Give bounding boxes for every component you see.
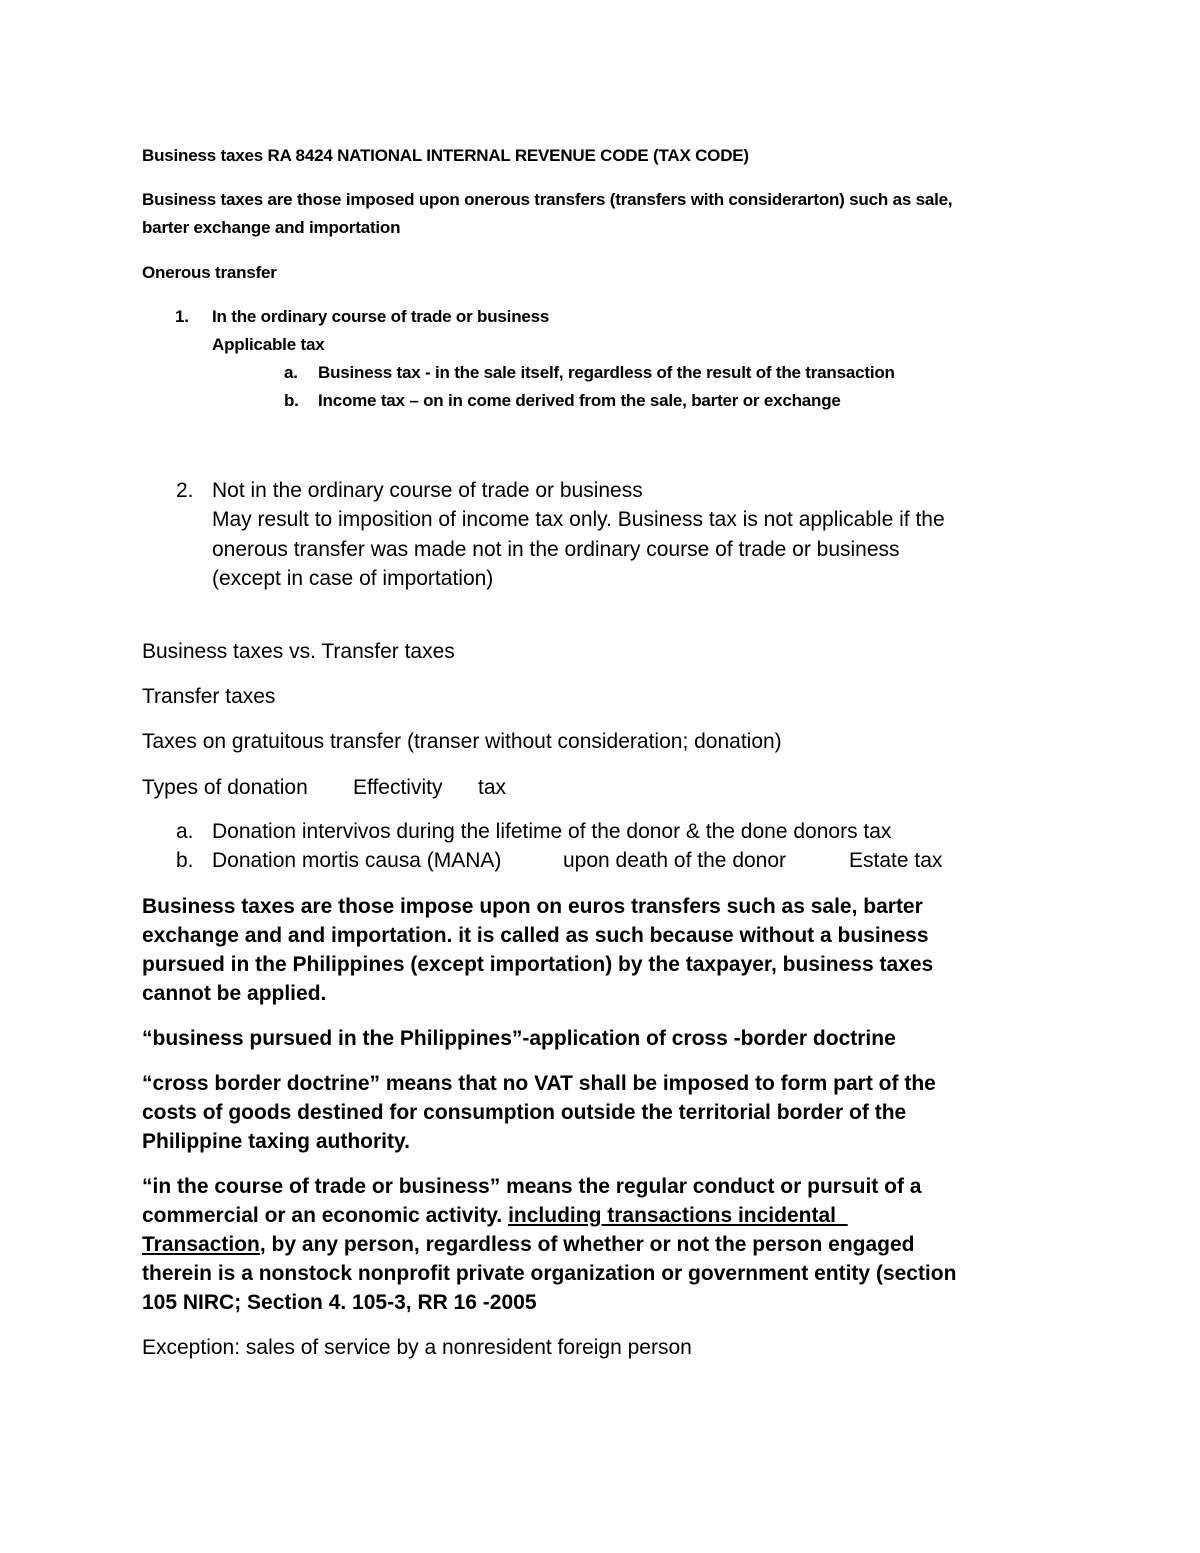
intro-line-2: barter exchange and importation: [142, 218, 401, 237]
item2-line-2: onerous transfer was made not in the ordinary course of trade or business: [212, 538, 900, 561]
bold-para4-line3-underlined: Transaction: [142, 1233, 260, 1256]
vs-heading: Business taxes vs. Transfer taxes: [142, 640, 455, 663]
bold-para4-line4: therein is a nonstock nonprofit private organization or government entity (section: [142, 1262, 957, 1285]
bold-para3-line1: “cross border doctrine” means that no VAT shall be imposed to form part of the: [142, 1072, 936, 1095]
bold-para1-line1: Business taxes are those impose upon on euros transfers such as sale, barter: [142, 895, 923, 918]
donation-marker-a: a.: [176, 820, 194, 843]
bold-para4-line1: “in the course of trade or business” means the regular conduct or pursuit of a: [142, 1175, 922, 1198]
sublist-marker-a: a.: [284, 363, 298, 382]
bold-para4-line3: [142, 1233, 915, 1257]
item1-label: In the ordinary course of trade or business: [212, 307, 550, 326]
bold-para2: “business pursued in the Philippines”-application of cross -border doctrine: [142, 1027, 896, 1050]
estate-tax: Estate tax: [849, 849, 943, 872]
transfer-taxes-heading: Transfer taxes: [142, 685, 276, 708]
bold-para1-line4: cannot be applied.: [142, 982, 327, 1005]
intro-line-1: Business taxes are those imposed upon onerous transfers (transfers with considerarton) such as sale,: [142, 190, 953, 209]
donation-marker-b: b.: [176, 849, 194, 872]
bold-para4-line2-underlined: including transactions incidental: [508, 1204, 848, 1227]
document-title: Business taxes RA 8424 NATIONAL INTERNAL REVENUE CODE (TAX CODE): [142, 146, 749, 165]
list-number-1: 1.: [175, 307, 189, 326]
bold-para4-line2-plain: commercial or an economic activity.: [142, 1204, 509, 1227]
bold-para4-line3-plain: , by any person, regardless of whether or not the person engaged: [259, 1233, 915, 1256]
donation-mortis-causa: Donation mortis causa (MANA): [212, 849, 502, 872]
bold-para4-line5: 105 NIRC; Section 4. 105-3, RR 16 -2005: [142, 1291, 537, 1314]
types-col-3: tax: [478, 776, 507, 799]
onerous-heading: Onerous transfer: [142, 263, 277, 282]
business-tax-item: Business tax - in the sale itself, regardless of the result of the transaction: [318, 363, 895, 382]
list-number-2: 2.: [176, 479, 194, 502]
gratuitous-transfer-line: Taxes on gratuitous transfer (transer without consideration; donation): [142, 730, 782, 753]
bold-para3-line2: costs of goods destined for consumption outside the territorial border of the: [142, 1101, 907, 1124]
types-col-2: Effectivity: [353, 776, 443, 799]
bold-para3-line3: Philippine taxing authority.: [142, 1130, 410, 1153]
bold-para4-line2: [142, 1204, 848, 1228]
bold-para1-line2: exchange and and importation. it is called as such because without a business: [142, 924, 929, 947]
types-col-1: Types of donation: [142, 776, 308, 799]
donation-mortis-effectivity: upon death of the donor: [563, 849, 787, 872]
income-tax-item: Income tax – on in come derived from the sale, barter or exchange: [318, 391, 841, 410]
donation-intervivos: Donation intervivos during the lifetime of the donor & the done donors tax: [212, 820, 892, 843]
bold-para1-line3: pursued in the Philippines (except importation) by the taxpayer, business taxes: [142, 953, 934, 976]
sublist-marker-b: b.: [284, 391, 299, 410]
applicable-tax: Applicable tax: [212, 335, 325, 354]
exception-line: Exception: sales of service by a nonresident foreign person: [142, 1336, 692, 1359]
item2-line-3: (except in case of importation): [212, 567, 494, 590]
item2-line-1: May result to imposition of income tax only. Business tax is not applicable if the: [212, 508, 945, 531]
item2-label: Not in the ordinary course of trade or business: [212, 479, 643, 502]
